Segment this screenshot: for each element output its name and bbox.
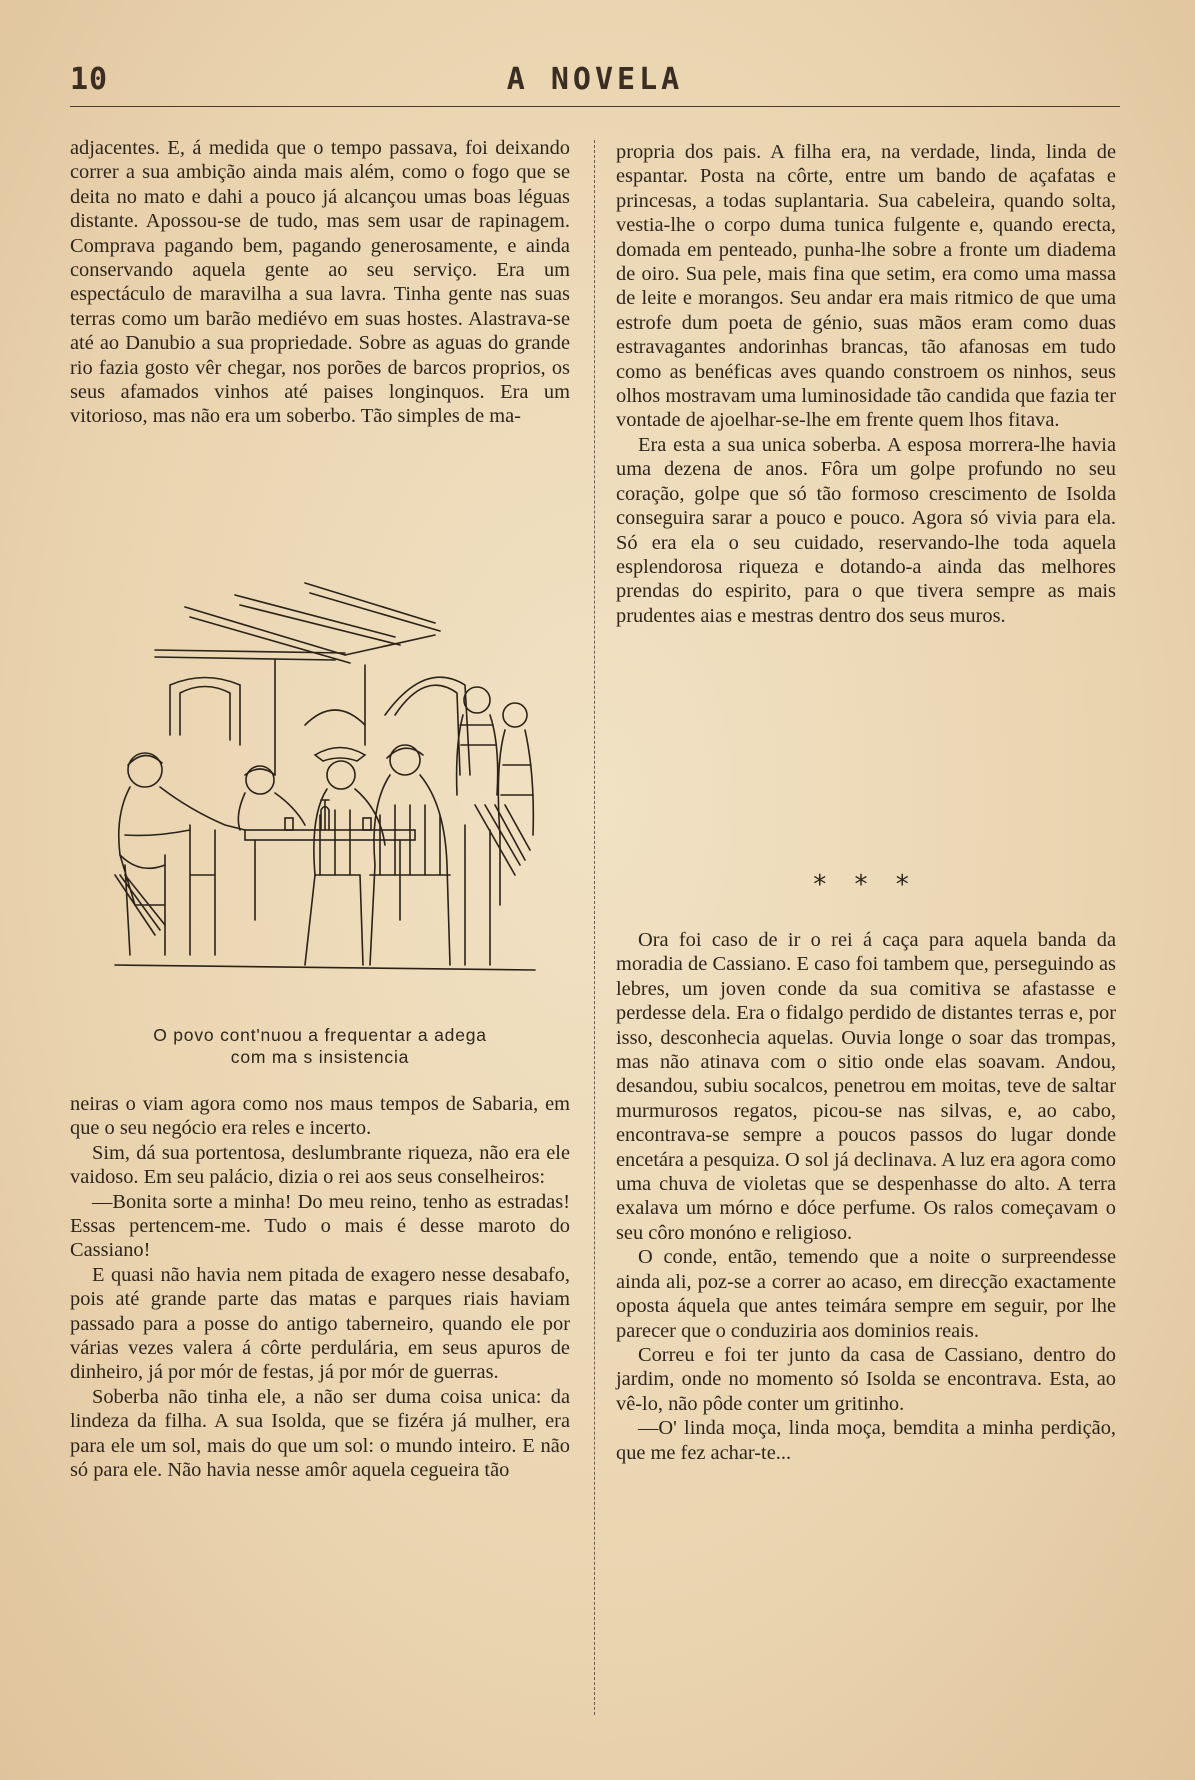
- paragraph: Soberba não tinha ele, a não ser duma coisa unica: da lindeza da filha. A sua Isolda, que se fizéra já mulher, era para ele um sol, mais do que um sol: o mundo inteiro. E não só para ele. Não havia nesse amôr aquela cegueira tão: [70, 1385, 570, 1482]
- left-column-bottom: [70, 1092, 570, 1483]
- right-column-top: [616, 140, 1116, 628]
- paragraph: Era esta a sua unica soberba. A esposa morrera-lhe havia uma dezena de anos. Fôra um golpe profundo no seu coração, golpe que só tão formoso crescimento de Isolda conseguira sarar a pouco e pouco. Agora só vivia para ela. Só era ela o seu cuidado, reservando-lhe toda aquela esplendorosa riqueza e dotando-a ainda das melhores prendas do espirito, para o que tivera sempre as mais prudentes aias e mestras dentro dos seus muros.: [616, 433, 1116, 627]
- column-divider: [594, 140, 595, 1715]
- paragraph: Sim, dá sua portentosa, deslumbrante riqueza, não era ele vaidoso. Em seu palácio, dizia o rei aos seus conselheiros:: [70, 1141, 570, 1189]
- paragraph: Correu e foi ter junto da casa de Cassiano, dentro do jardim, onde no momento só Isolda se encontrava. Esta, ao vê-lo, não pôde conter um gritinho.: [616, 1343, 1116, 1415]
- illustration-caption: [80, 1024, 560, 1068]
- header-rule: [70, 106, 1120, 107]
- right-column-bottom: [616, 928, 1116, 1465]
- dialogue-paragraph: —O' linda moça, linda moça, bemdita a minha perdição, que me fez achar-te...: [616, 1417, 1116, 1464]
- caption-line-2: com ma s insistencia: [230, 1047, 410, 1067]
- paragraph: propria dos pais. A filha era, na verdade, linda, linda de espantar. Posta na côrte, entre um bando de açafatas e princesas, a todas suplantaria. Sua cabeleira, quando solta, vestia-lhe o corpo duma tunica fulgente e, quando erecta, domada em penteado, punha-lhe sobre a fronte um diadema de oiro. Sua pele, mais fina que setim, era como uma massa de leite e morangos. Seu andar era mais ritmico de que uma estrofe dum poeta de génio, suas mãos eram como duas estravagantes andorinhas brancas, tão afanosas em tudo como as benéficas aves quando constroem os ninhos, seus olhos mostravam uma luminosidade tão candida que fazia ter vontade de ajoelhar-se-lhe em frente quem lhos fitava.: [616, 141, 1116, 432]
- paragraph: neiras o viam agora como nos maus tempos de Sabaria, em que o seu negócio era reles e incerto.: [70, 1093, 570, 1140]
- page-number: 10: [70, 62, 109, 97]
- section-break: * * *: [813, 870, 919, 900]
- paragraph: E quasi não havia nem pitada de exagero nesse desabafo, pois até grande parte das matas e parques riais haviam passado para a posse do antigo taberneiro, quando ele por várias vezes valera á côrte perdulária, em seus apuros de dinheiro, já por mór de festas, já por mór de guerras.: [70, 1263, 570, 1384]
- paragraph: Ora foi caso de ir o rei á caça para aquela banda da moradia de Cassiano. E caso foi tambem que, perseguindo as lebres, um joven conde da sua comitiva se afastasse e perdesse dela. Era o fidalgo perdido de distantes terras e, por isso, desconhecia aquelas. Ouvia longe o soar das trompas, mas não atinava com o sitio onde elas soavam. Andou, desandou, subiu socalcos, penetrou em moitas, teve de saltar murmurosos regatos, picou-se nas silvas, e, ao cabo, encontrava-se sempre a poucos passos do lugar donde encetára a pesquiza. O sol já declinava. A luz era agora como uma chuva de violetas que se despenhasse do alto. A terra exalava um mórno e dóce perfume. Os ralos começavam o seu côro monóno e religioso.: [616, 929, 1116, 1244]
- left-column-top: [70, 136, 570, 429]
- paragraph: O conde, então, temendo que a noite o surpreendesse ainda ali, poz-se a correr ao acaso, em direcção exactamente oposta áquela que antes teimára sempre em seguir, por lhe parecer que o conduziria aos dominios reais.: [616, 1246, 1116, 1342]
- dialogue-paragraph: —Bonita sorte a minha! Do meu reino, tenho as estradas! Essas pertencem-me. Tudo o mais é desse maroto do Cassiano!: [70, 1190, 570, 1262]
- caption-line-1: O povo cont'nuou a frequentar a adega: [153, 1025, 487, 1045]
- tavern-illustration: [95, 575, 555, 1005]
- paragraph: adjacentes. E, á medida que o tempo passava, foi deixando correr a sua ambição ainda mais além, como o fogo que se deita no mato e dahi a pouco já alcançou umas boas léguas distante. Apossou-se de tudo, mas sem usar de rapinagem. Comprava pagando bem, pagando generosamente, e ainda conservando aquela gente ao seu serviço. Era um espectáculo de maravilha a sua lavra. Tinha gente nas suas terras como um barão mediévo em suas hostes. Alastrava-se até ao Danubio a sua propriedade. Sobre as aguas do grande rio fazia gosto vêr chegar, nos porões de barcos proprios, os seus afamados vinhos até paises longinquos. Era um vitorioso, mas não era um soberbo. Tão simples de ma-: [70, 137, 570, 428]
- running-title: A NOVELA: [506, 62, 684, 97]
